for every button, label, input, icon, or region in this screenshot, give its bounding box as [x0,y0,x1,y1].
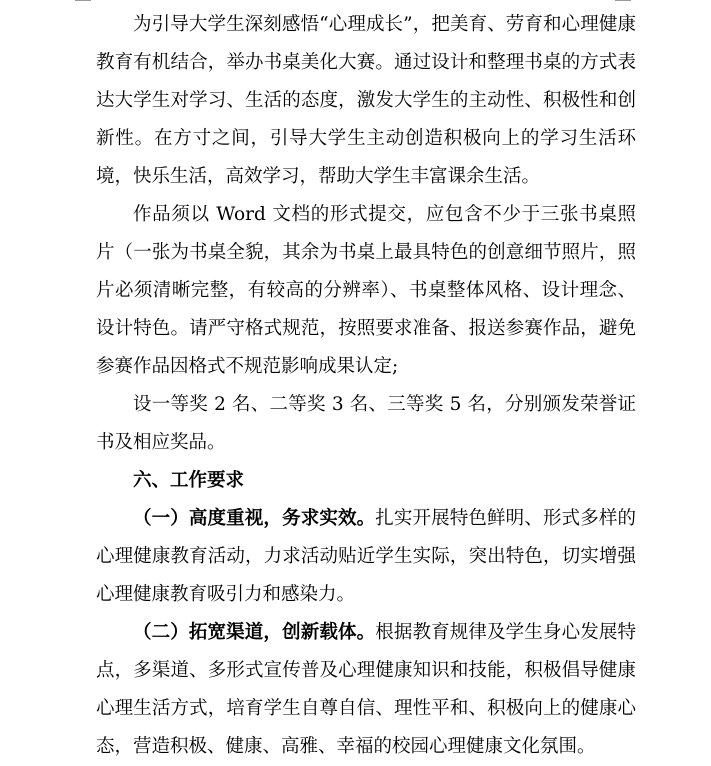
page-corner-mark-right [615,0,631,1]
document-page [96,6,636,766]
page-corner-mark-left [75,0,91,1]
requirement-item-1-lead: （一）高度重视，务求实效。 [133,508,376,529]
paragraph-submission-format: 作品须以 Word 文档的形式提交，应包含不少于三张书桌照片（一张为书桌全貌，其余为书桌上最具特色的创意细节照片，照片必须清晰完整，有较高的分辨率）、书桌整体风格、设计理念、设计特色。请严守格式规范，按照要求准备、报送参赛作品，避免参赛作品因格式不规范影响成果认定; [96,204,636,377]
paragraph-awards: 设一等奖 2 名、二等奖 3 名、三等奖 5 名，分别颁发荣誉证书及相应奖品。 [96,394,636,453]
requirement-item-2 [96,614,636,766]
requirement-item-2-lead: （二）拓宽渠道，创新载体。 [133,622,376,643]
paragraph-contest-purpose: 为引导大学生深刻感悟“心理成长”，把美育、劳育和心理健康教育有机结合，举办书桌美化大赛。通过设计和整理书桌的方式表达大学生对学习、生活的态度，激发大学生的主动性、积极性和创新性。在方寸之间，引导大学生主动创造积极向上的学习生活环境，快乐生活，高效学习，帮助大学生丰富课余生活。 [96,14,636,187]
section-heading-work-requirements: 六、工作要求 [133,470,245,491]
requirement-item-1 [96,500,636,614]
requirement-item-1-text: 扎实开展特色鲜明、形式多样的心理健康教育活动，力求活动贴近学生实际，突出特色，切实增强心理健康教育吸引力和感染力。 [96,508,636,605]
requirement-item-2-text: 根据教育规律及学生身心发展特点，多渠道、多形式宣传普及心理健康知识和技能，积极倡导健康心理生活方式，培育学生自尊自信、理性平和、积极向上的健康心态，营造积极、健康、高雅、幸福的校园心理健康文化氛围。 [96,622,636,757]
